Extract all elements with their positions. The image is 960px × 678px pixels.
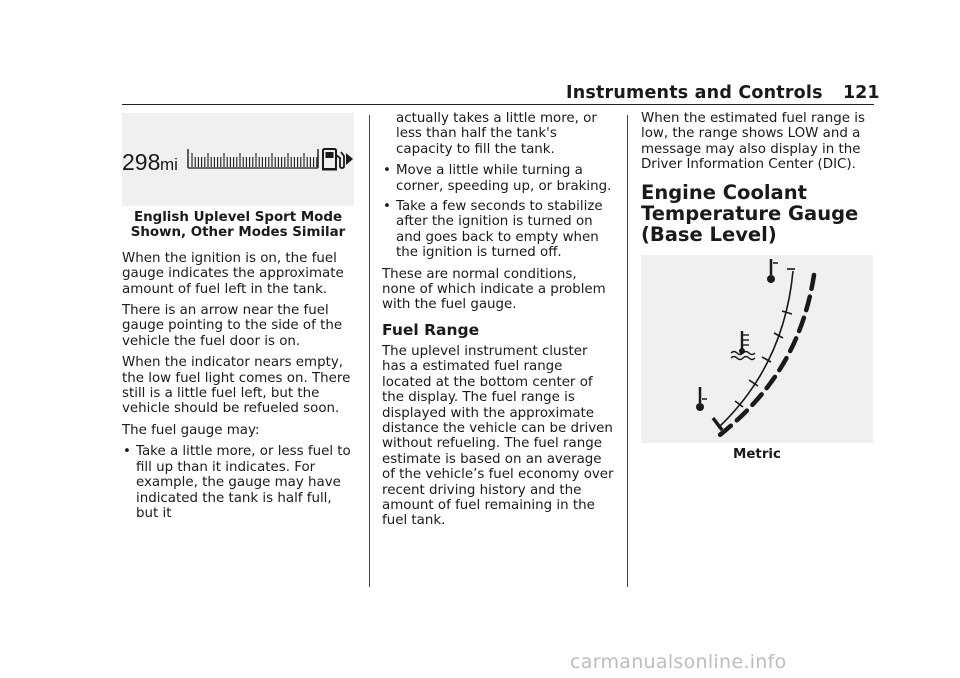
watermark-text: carmanualsonline.info xyxy=(570,651,787,673)
list-item xyxy=(382,163,614,194)
hot-thermometer-icon xyxy=(767,259,778,283)
coolant-gauge-cold-end xyxy=(713,418,722,430)
bullet-list xyxy=(122,444,354,521)
body-paragraph: When the ignition is on, the fuel gauge indicates the approximate amount of fuel left in the tank. xyxy=(122,250,344,297)
page-number: 121 xyxy=(843,83,880,103)
body-paragraph: When the estimated fuel range is low, the range shows LOW and a message may also display in the Driver Information Center (DIC). xyxy=(641,111,865,173)
list-item xyxy=(382,199,614,261)
bullet-glyph: • xyxy=(383,199,391,215)
fuel-gauge-figure xyxy=(122,113,354,206)
column-divider-1 xyxy=(369,115,370,587)
coolant-gauge-figure xyxy=(641,255,873,443)
fuel-range-value: 298 xyxy=(122,149,161,175)
fuel-gauge-ticks xyxy=(192,153,317,167)
column-2 xyxy=(382,111,614,535)
bullet-glyph: • xyxy=(383,163,391,179)
fuel-range-unit: mi xyxy=(160,155,178,174)
column-1 xyxy=(122,113,354,527)
list-item-text: Move a little while turning a corner, speeding up, or braking. xyxy=(396,163,612,194)
coolant-gauge-dashed-arc xyxy=(716,275,814,438)
body-paragraph: These are normal conditions, none of which indicate a problem with the fuel gauge. xyxy=(382,266,606,313)
body-paragraph: The uplevel instrument cluster has a estimated fuel range located at the bottom center of the display. The fuel range is displayed with the approximate distance the vehicle can be driven without refueling. The fuel range estimate is based on an average of the vehicle’s fuel economy over recent driving history and the amount of fuel remaining in the fuel tank. xyxy=(382,343,614,529)
coolant-temperature-icon xyxy=(731,331,755,360)
column-3 xyxy=(641,111,873,472)
header-rule xyxy=(122,104,874,105)
list-item-text: Take a little more, or less fuel to fill up than it indicates. For example, the gauge may have indicated the tank is half full, but it xyxy=(136,444,351,521)
list-item xyxy=(122,444,354,521)
body-paragraph: The fuel gauge may: xyxy=(122,422,260,438)
list-item-text: Take a few seconds to stabilize after the ignition is turned on and goes back to empty when the ignition is turned off. xyxy=(396,199,603,261)
cold-thermometer-icon xyxy=(696,387,707,411)
list-item-continuation: actually takes a little more, or less than half the tank's capacity to fill the tank. xyxy=(396,111,597,157)
fuel-gauge-illustration xyxy=(122,113,354,206)
fuel-door-arrow-icon xyxy=(346,153,353,165)
coolant-gauge-ticks xyxy=(735,269,795,407)
bullet-glyph: • xyxy=(123,444,131,460)
body-paragraph: There is an arrow near the fuel gauge pointing to the side of the vehicle the fuel door is on. xyxy=(122,303,343,349)
subheading-fuel-range: Fuel Range xyxy=(382,320,480,339)
coolant-gauge-illustration xyxy=(641,255,873,443)
section-heading: Engine Coolant Temperature Gauge (Base Level) xyxy=(641,180,859,246)
bullet-list xyxy=(382,163,614,260)
fuel-gauge-caption: English Uplevel Sport Mode Shown, Other Modes Similar xyxy=(130,210,346,241)
column-divider-2 xyxy=(627,115,628,587)
fuel-pump-icon xyxy=(322,149,344,171)
coolant-gauge-caption: Metric xyxy=(733,446,781,462)
page-header-title: Instruments and Controls xyxy=(566,83,823,103)
body-paragraph: When the indicator nears empty, the low fuel light comes on. There still is a little fuel left, but the vehicle should be refueled soon. xyxy=(122,355,351,417)
